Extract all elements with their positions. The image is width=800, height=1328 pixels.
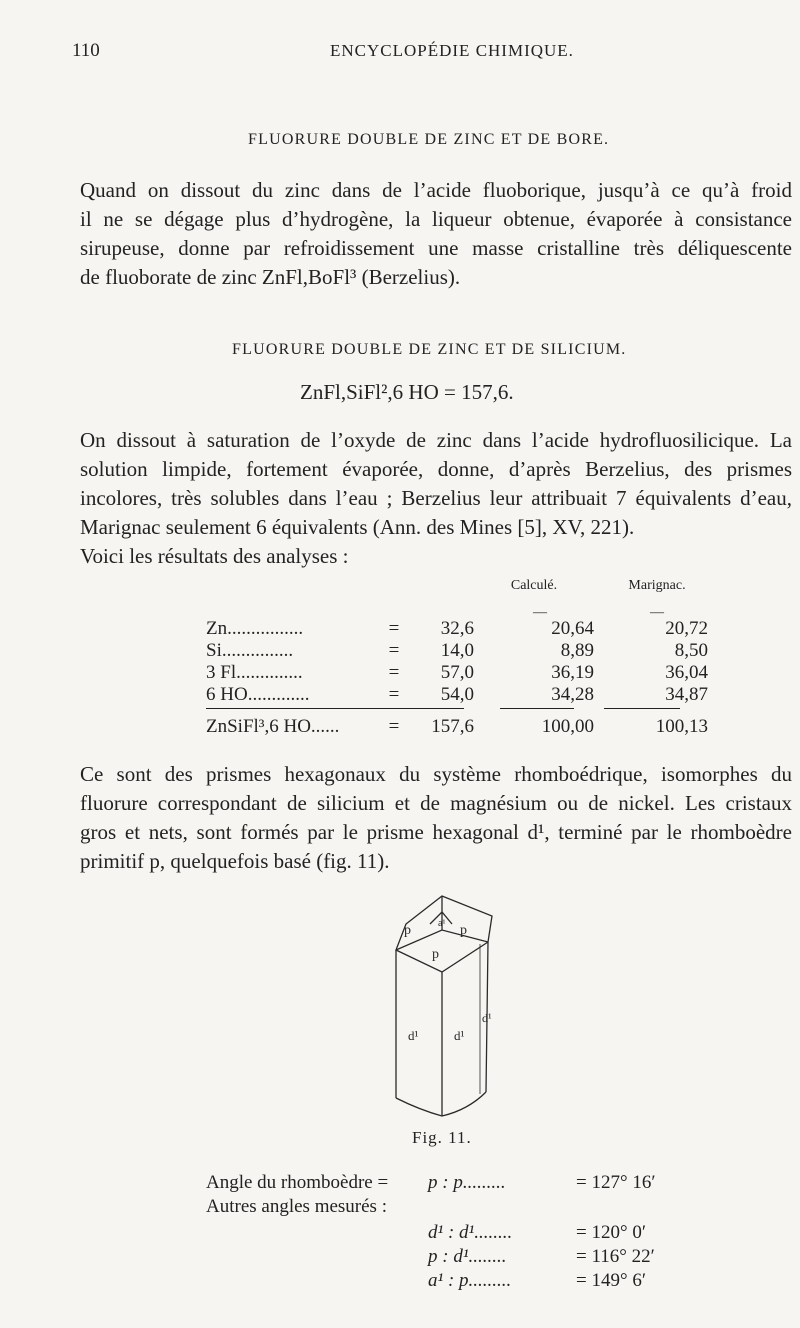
equals-sign: = [388,662,400,683]
text-line: Ce sont des prismes hexagonaux du système rhomboédrique, isomorphes du [80,762,792,786]
table-row [206,640,708,662]
angle-value: = 149° 6′ [576,1270,646,1291]
figure-label: a¹ [438,918,446,929]
total-value: 157,6 [431,716,474,737]
running-title: ENCYCLOPÉDIE CHIMIQUE. [330,41,574,60]
dash: — [533,605,547,620]
faces-text: p : d¹........ [428,1246,507,1267]
total-rule-marignac [604,708,680,709]
table-row [206,618,708,640]
text-line: On dissout à saturation de l’oxyde de zinc dans l’acide hydrofluosilicique. La [80,428,792,452]
value: 32,6 [440,618,474,639]
paragraph-prismes [80,760,792,876]
faces-text: p : p......... [428,1172,506,1193]
text-line: gros et nets, sont formés par le prisme hexagonal d¹, terminé par le rhomboèdre [80,820,792,844]
equals-sign: = [388,640,400,661]
text-line: Marignac seulement 6 équivalents (Ann. des Mines [5], XV, 221). [80,515,635,539]
text-line: fluorure correspondant de silicium et de magnésium ou de nickel. Les cristaux [80,791,792,815]
angles-others-label: Autres angles mesurés : [206,1196,387,1217]
figure-label: p [432,947,439,962]
marignac-value: 8,50 [674,640,708,661]
value: 57,0 [440,662,474,683]
text-line: primitif p, quelquefois basé (fig. 11). [80,849,390,873]
paragraph-zinc-bore [80,176,792,292]
calcule-value: 20,64 [551,618,594,639]
paragraph-zinc-silicium [80,426,792,571]
total-name: ZnSiFl³,6 HO...... [206,716,340,737]
angle-value: = 116° 22′ [576,1246,655,1267]
column-marignac: Marignac. [628,578,686,593]
formula: ZnFl,SiFl²,6 HO = 157,6. [300,380,514,404]
equals-sign: = [388,716,400,737]
text-line: Voici les résultats des analyses : [80,544,349,568]
text-line: incolores, très solubles dans l’eau ; Berzelius leur attribuait 7 équivalents d’eau, [80,486,792,510]
section-title-zinc-bore: FLUORURE DOUBLE DE ZINC ET DE BORE. [248,131,610,148]
marignac-value: 20,72 [665,618,708,639]
angle-main-value: = 127° 16′ [576,1172,656,1193]
angle-main-faces [428,1172,506,1194]
angle-main-label: Angle du rhomboèdre = [206,1172,389,1193]
text-line: de fluoborate de zinc ZnFl,BoFl³ (Berzelius). [80,265,461,289]
text-line: sirupeuse, donne par refroidissement une masse cristalline très déliquescente [80,236,792,260]
angle-value: = 120° 0′ [576,1222,646,1243]
equals-sign: = [388,684,400,705]
angle-faces [428,1270,511,1292]
dash: — [650,605,664,620]
figure-label: d¹ [454,1028,465,1043]
figure-label: p [460,923,467,938]
dash-row [206,608,708,618]
text-line: Quand on dissout du zinc dans de l’acide fluoborique, jusqu’à ce qu’à froid [80,178,792,202]
table-header-row [206,578,708,608]
crystal-figure [380,890,510,1120]
angle-faces [428,1222,512,1244]
table-total-row [206,706,708,738]
element-name: Zn................ [206,618,304,639]
figure-caption: Fig. 11. [412,1128,472,1147]
calcule-value: 34,28 [551,684,594,705]
analyses-table [206,578,708,738]
angle-faces [428,1246,507,1268]
total-marignac: 100,13 [655,716,708,737]
element-name: 6 HO............. [206,684,310,705]
text-line: il ne se dégage plus d’hydrogène, la liqueur obtenue, évaporée à consistance [80,207,792,231]
text-line: solution limpide, fortement évaporée, donne, d’après Berzelius, des prismes [80,457,792,481]
element-name: Si............... [206,640,294,661]
figure-label: d¹ [482,1011,492,1025]
total-rule-calc [500,708,574,709]
section-title-zinc-silicium: FLUORURE DOUBLE DE ZINC ET DE SILICIUM. [232,341,627,358]
element-name: 3 Fl.............. [206,662,303,683]
column-calcule: Calculé. [510,578,558,593]
marignac-value: 34,87 [665,684,708,705]
faces-text: a¹ : p......... [428,1270,512,1291]
table-row [206,684,708,706]
total-calcule: 100,00 [541,716,594,737]
equals-sign: = [388,618,400,639]
figure-label: d¹ [408,1028,419,1043]
value: 14,0 [440,640,474,661]
crystal-bottom-edge [396,1092,486,1116]
total-rule-left [206,708,464,709]
faces-text: d¹ : d¹........ [428,1222,513,1243]
table-row [206,662,708,684]
value: 54,0 [440,684,474,705]
calcule-value: 36,19 [551,662,594,683]
page-number: 110 [72,40,100,61]
marignac-value: 36,04 [665,662,708,683]
figure-label: p [404,923,411,938]
calcule-value: 8,89 [560,640,594,661]
